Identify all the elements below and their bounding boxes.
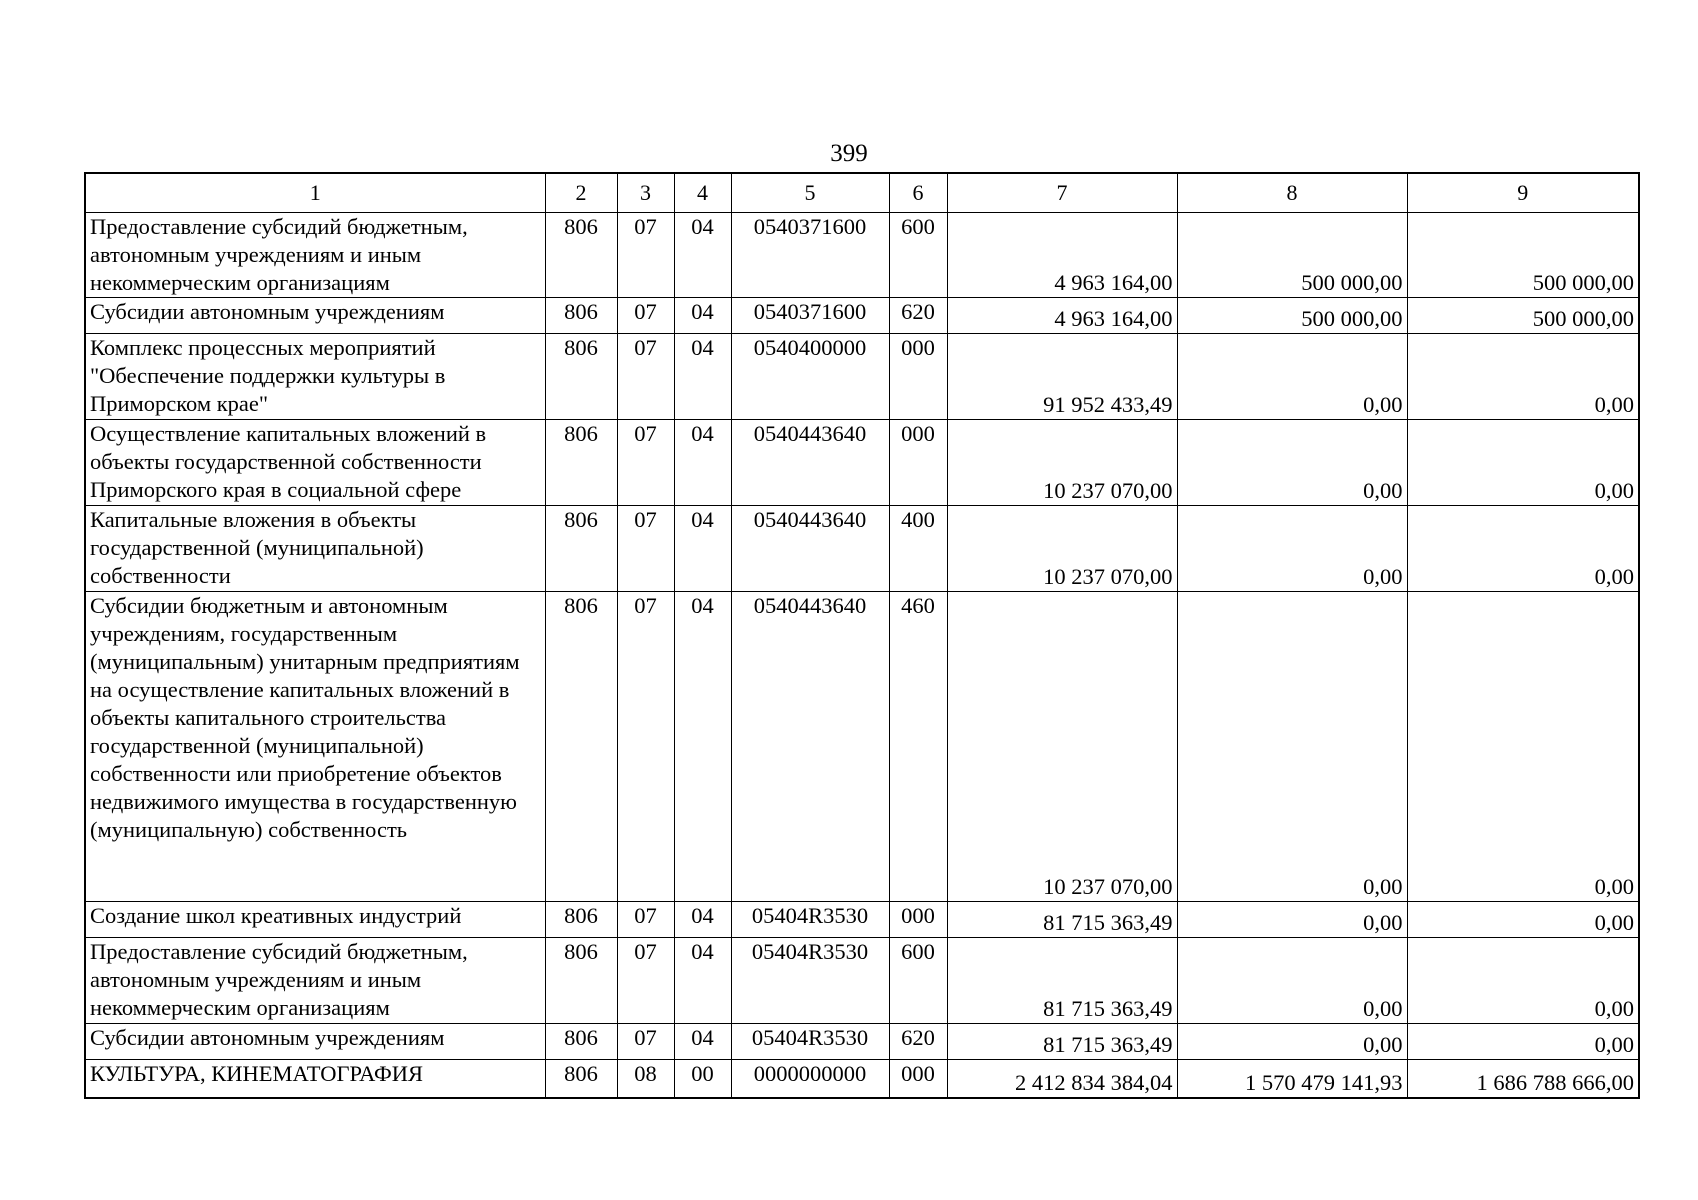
row-code-5: 0000000000 [731,1060,889,1098]
row-code-6: 000 [889,902,947,938]
row-amount-9: 0,00 [1407,592,1639,902]
row-code-3: 07 [617,506,674,592]
row-amount-9: 0,00 [1407,938,1639,1024]
row-code-6: 620 [889,298,947,334]
row-code-2: 806 [545,213,617,298]
row-code-6: 460 [889,592,947,902]
row-code-3: 07 [617,1024,674,1060]
row-code-2: 806 [545,1060,617,1098]
column-header: 5 [731,173,889,213]
row-code-2: 806 [545,506,617,592]
row-code-4: 00 [674,1060,731,1098]
table-row [85,420,1639,506]
row-code-6: 600 [889,938,947,1024]
row-amount-7: 10 237 070,00 [947,420,1177,506]
column-header: 6 [889,173,947,213]
row-amount-7: 91 952 433,49 [947,334,1177,420]
row-code-3: 07 [617,213,674,298]
column-header: 8 [1177,173,1407,213]
row-code-5: 0540443640 [731,420,889,506]
row-code-4: 04 [674,213,731,298]
row-amount-8: 500 000,00 [1177,298,1407,334]
page-number: 399 [830,140,868,167]
row-amount-8: 0,00 [1177,420,1407,506]
row-code-4: 04 [674,298,731,334]
column-header: 4 [674,173,731,213]
budget-table [84,172,1640,1099]
row-code-4: 04 [674,592,731,902]
row-code-2: 806 [545,592,617,902]
row-amount-9: 500 000,00 [1407,298,1639,334]
row-code-5: 0540371600 [731,213,889,298]
row-amount-7: 81 715 363,49 [947,1024,1177,1060]
table-row [85,334,1639,420]
row-amount-7: 10 237 070,00 [947,592,1177,902]
row-amount-7: 4 963 164,00 [947,213,1177,298]
row-name: Субсидии автономным учреждениям [85,298,545,334]
row-code-5: 0540443640 [731,592,889,902]
row-code-6: 000 [889,420,947,506]
table-row [85,506,1639,592]
row-amount-8: 0,00 [1177,938,1407,1024]
row-amount-9: 0,00 [1407,506,1639,592]
row-amount-7: 2 412 834 384,04 [947,1060,1177,1098]
row-code-5: 05404R3530 [731,938,889,1024]
row-code-5: 05404R3530 [731,902,889,938]
table-row [85,213,1639,298]
row-code-2: 806 [545,1024,617,1060]
row-code-6: 620 [889,1024,947,1060]
row-code-6: 000 [889,1060,947,1098]
row-amount-8: 1 570 479 141,93 [1177,1060,1407,1098]
row-amount-7: 81 715 363,49 [947,902,1177,938]
row-amount-9: 0,00 [1407,334,1639,420]
row-name: Предоставление субсидий бюджетным, автономным учреждениям и иным некоммерческим организациям [85,938,545,1024]
row-name: Капитальные вложения в объекты государственной (муниципальной) собственности [85,506,545,592]
row-amount-9: 0,00 [1407,902,1639,938]
row-code-4: 04 [674,506,731,592]
row-code-2: 806 [545,420,617,506]
row-code-2: 806 [545,902,617,938]
row-amount-8: 500 000,00 [1177,213,1407,298]
row-name: КУЛЬТУРА, КИНЕМАТОГРАФИЯ [85,1060,545,1098]
row-amount-8: 0,00 [1177,334,1407,420]
row-amount-9: 1 686 788 666,00 [1407,1060,1639,1098]
row-code-3: 07 [617,298,674,334]
table-header-row [85,173,1639,213]
column-header: 2 [545,173,617,213]
row-code-3: 07 [617,938,674,1024]
column-header: 9 [1407,173,1639,213]
row-code-2: 806 [545,298,617,334]
row-amount-9: 500 000,00 [1407,213,1639,298]
row-code-5: 0540371600 [731,298,889,334]
row-name: Субсидии бюджетным и автономным учреждениям, государственным (муниципальным) унитарным предприятиям на осуществление капитальных вложений в объекты капитального строительства государственной (муниципальной) собственности или приобретение объектов недвижимого имущества в государственную (муниципальную) собственность [85,592,545,902]
row-amount-8: 0,00 [1177,902,1407,938]
row-code-5: 0540443640 [731,506,889,592]
row-code-4: 04 [674,334,731,420]
row-code-4: 04 [674,938,731,1024]
row-name: Субсидии автономным учреждениям [85,1024,545,1060]
row-code-5: 05404R3530 [731,1024,889,1060]
row-amount-7: 4 963 164,00 [947,298,1177,334]
row-code-6: 400 [889,506,947,592]
row-code-3: 07 [617,334,674,420]
row-code-3: 08 [617,1060,674,1098]
row-name: Предоставление субсидий бюджетным, автономным учреждениям и иным некоммерческим организациям [85,213,545,298]
column-header: 3 [617,173,674,213]
row-code-3: 07 [617,592,674,902]
row-name: Комплекс процессных мероприятий "Обеспечение поддержки культуры в Приморском крае" [85,334,545,420]
row-amount-8: 0,00 [1177,506,1407,592]
table-row [85,902,1639,938]
row-amount-7: 10 237 070,00 [947,506,1177,592]
row-code-3: 07 [617,420,674,506]
row-amount-7: 81 715 363,49 [947,938,1177,1024]
table-row-total [85,1060,1639,1098]
row-amount-9: 0,00 [1407,420,1639,506]
table-row [85,592,1639,902]
row-amount-8: 0,00 [1177,592,1407,902]
row-code-6: 600 [889,213,947,298]
row-code-6: 000 [889,334,947,420]
row-code-3: 07 [617,902,674,938]
row-amount-9: 0,00 [1407,1024,1639,1060]
row-code-2: 806 [545,938,617,1024]
table-row [85,1024,1639,1060]
row-code-4: 04 [674,1024,731,1060]
column-header: 7 [947,173,1177,213]
row-code-4: 04 [674,420,731,506]
row-name: Создание школ креативных индустрий [85,902,545,938]
column-header: 1 [85,173,545,213]
row-name: Осуществление капитальных вложений в объекты государственной собственности Приморского края в социальной сфере [85,420,545,506]
row-code-5: 0540400000 [731,334,889,420]
row-code-4: 04 [674,902,731,938]
row-amount-8: 0,00 [1177,1024,1407,1060]
row-code-2: 806 [545,334,617,420]
table-row [85,298,1639,334]
table-row [85,938,1639,1024]
